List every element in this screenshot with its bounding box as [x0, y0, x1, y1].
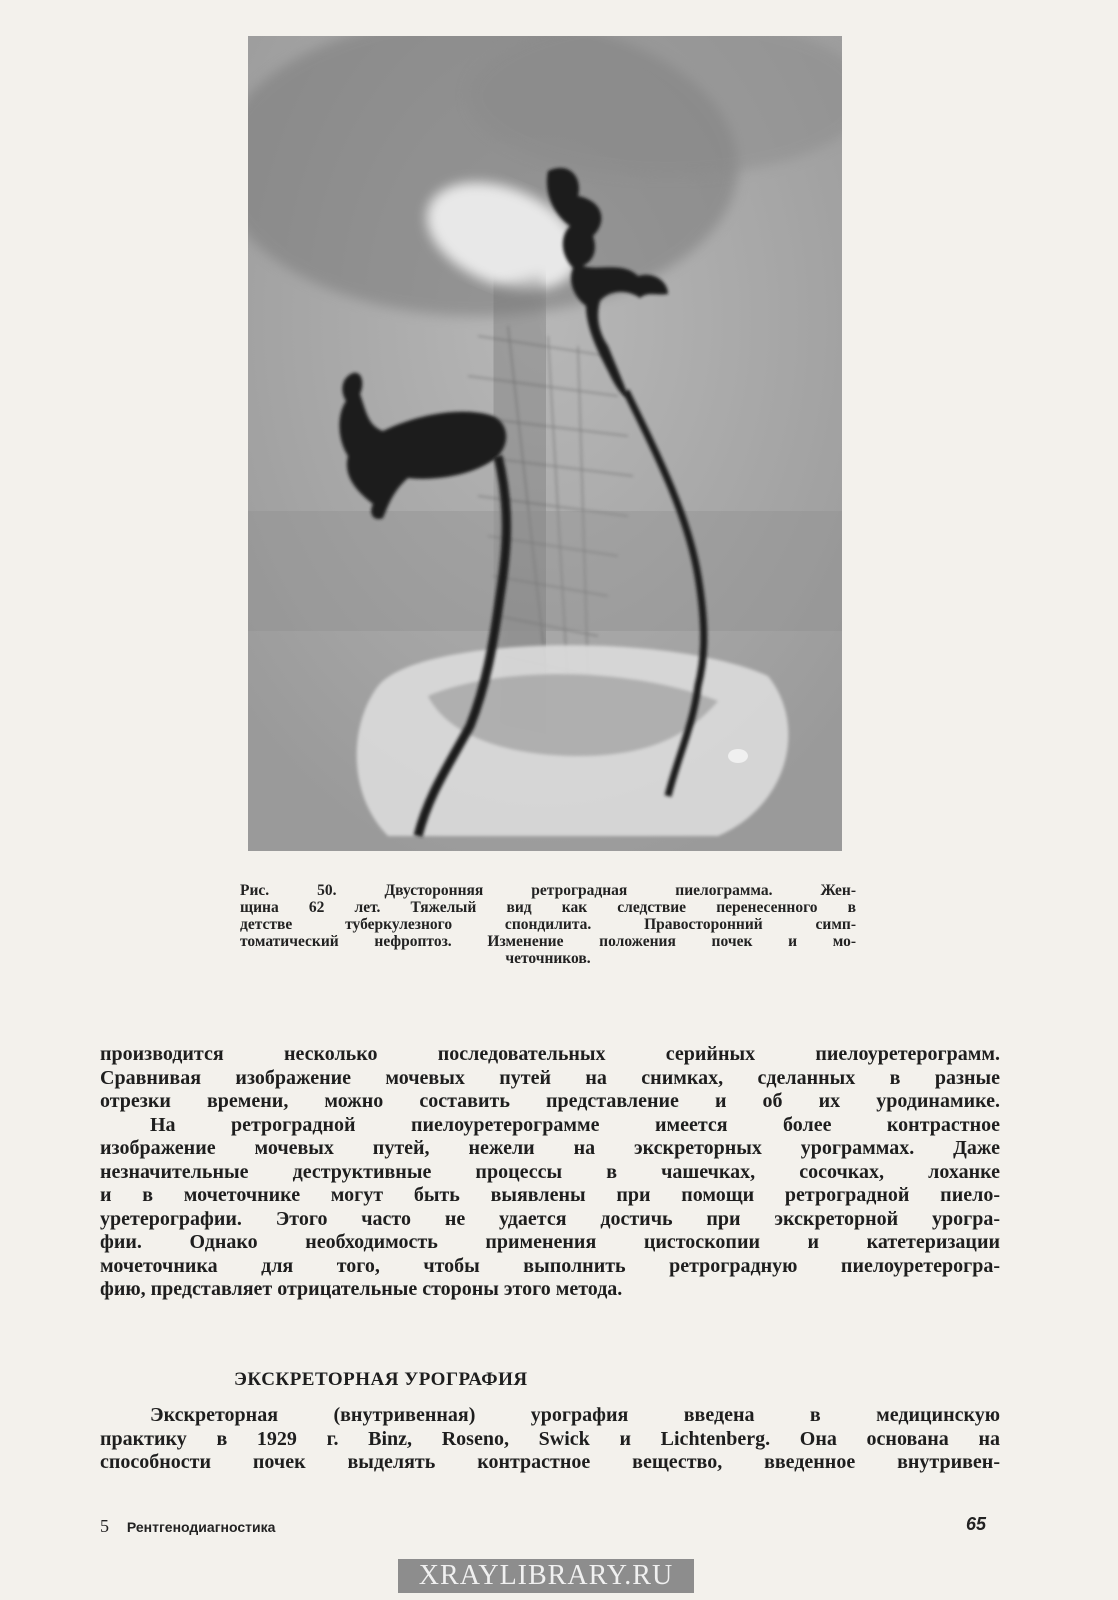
caption-line: четочников. [505, 950, 591, 967]
caption-line: щина 62 лет. Тяжелый вид как следствие перенесенного в [240, 899, 856, 916]
watermark: XRAYLIBRARY.RU [398, 1559, 694, 1593]
text-line: уретерографии. Этого часто не удается достичь при экскреторной урогра- [100, 1207, 1000, 1230]
caption-line: детстве туберкулезного спондилита. Правосторонний симп- [240, 916, 856, 933]
text-line: способности почек выделять контрастное вещество, введенное внутривен- [100, 1451, 1000, 1473]
text-line: Экскреторная (внутривенная) урография введена в медицинскую [150, 1404, 1000, 1426]
page-number: 65 [966, 1514, 987, 1534]
section-heading: ЭКСКРЕТОРНАЯ УРОГРАФИЯ [234, 1369, 528, 1390]
text-line: мочеточника для того, чтобы выполнить ретроградную пиелоуретерогра- [100, 1254, 1000, 1277]
text-line: Сравнивая изображение мочевых путей на снимках, сделанных в разные [100, 1066, 1000, 1089]
text-line: изображение мочевых путей, нежели на экскреторных урограммах. Даже [100, 1137, 1000, 1159]
caption-line: Рис. 50. Двусторонняя ретроградная пиелограмма. Жен- [240, 882, 856, 899]
text-line: и в мочеточнике могут быть выявлены при помощи ретроградной пиело- [100, 1184, 1000, 1206]
text-line: производится несколько последовательных серийных пиелоуретерограмм. [100, 1043, 1000, 1065]
text-line: отрезки времени, можно составить представление и об их уродинамике. [100, 1090, 1000, 1112]
text-line: практику в 1929 г. Binz, Roseno, Swick и Lichtenberg. Она основана на [100, 1427, 1000, 1450]
text-line: На ретроградной пиелоуретерограмме имеется более контрастное [150, 1113, 1000, 1136]
caption-line: томатический нефроптоз. Изменение положения почек и мо- [240, 933, 856, 950]
text-line: незначительные деструктивные процессы в чашечках, сосочках, лоханке [100, 1160, 1000, 1183]
text-line: фию, представляет отрицательные стороны этого метода. [100, 1278, 623, 1300]
running-footer [100, 1516, 275, 1537]
signature-number: 5 [100, 1516, 109, 1536]
text-line: фии. Однако необходимость применения цистоскопии и катетеризации [100, 1231, 1000, 1253]
xray-figure [248, 36, 842, 851]
pyelogram-image [248, 36, 842, 851]
running-title: Рентгенодиагностика [126, 1519, 276, 1535]
paragraph-1 [100, 1043, 1000, 1302]
figure-caption [240, 882, 856, 967]
paragraph-2 [100, 1404, 1000, 1475]
